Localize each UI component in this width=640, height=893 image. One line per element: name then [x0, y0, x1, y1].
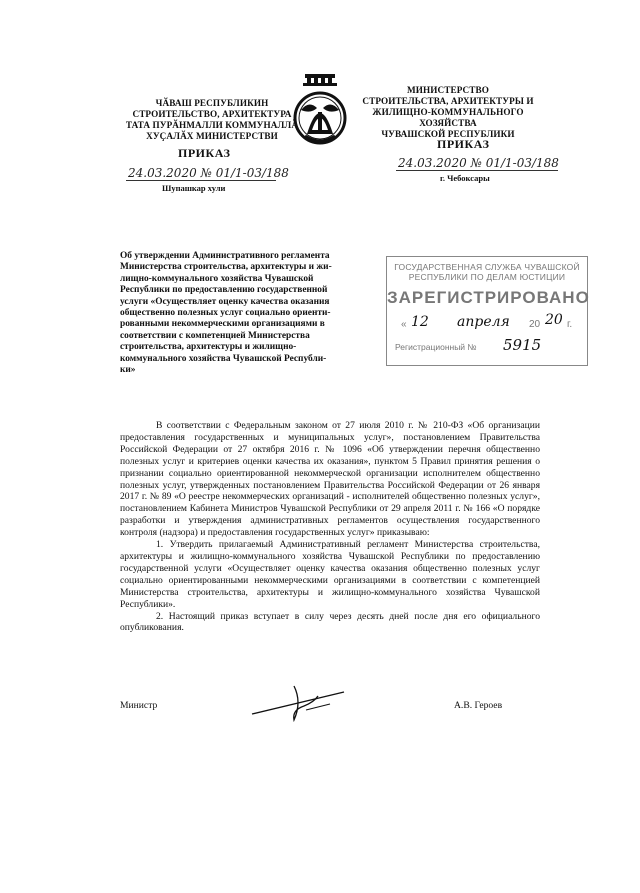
header-left-line: ЧӐВАШ РЕСПУБЛИКИН [155, 98, 269, 108]
stamp-date-prefix: « [401, 319, 407, 330]
header-right-line: МИНИСТЕРСТВО [407, 85, 489, 95]
date-number-right: 24.03.2020 № 01/1-03/188 [398, 156, 559, 170]
place-left: Шупашкар хули [162, 183, 226, 193]
document-title [120, 251, 372, 376]
body-paragraph: В соответствии с Федеральным законом от 27 июля 2010 г. № 210-ФЗ «Об организации предоставления государственных и муниципальных услуг», постановлением Правительства Российской Федерации от 27 октября 2016 г. № 1096 «Об утверждении перечня общественно полезных услуг и критериев оценки качества их оказания», пунктом 5 Правил принятия решения о признании социально ориентированной некоммерческой организации исполнителем общественно полезных услуг, утвержденных постановлением Правительства Российской Федерации от 26 января 2017 г. № 89 «О реестре некоммерческих организаций - исполнителей общественно полезных услуг», постановлением Кабинета Министров Чувашской Республики от 29 апреля 2011 г. № 166 «О порядке разработки и утверждения административных регламентов осуществления государственного контроля (надзора) и предоставления государственных услуг» приказываю: [120, 420, 540, 539]
stamp-reg-label: Регистрационный № [395, 342, 477, 352]
body-paragraph: 2. Настоящий приказ вступает в силу через десять дней после дня его официального опубликования. [120, 610, 540, 634]
date-underline-left [126, 180, 276, 181]
body-paragraph: 1. Утвердить прилагаемый Административный регламент Министерства строительства, архитектуры и жилищно-коммунального хозяйства Чувашской Республики по предоставлению государственной услуги «Осуществляет оценку качества оказания общественно полезных услуг социально ориентированными некоммерческими организациями в соответствии с компетенцией Министерства строительства, архитектуры и жилищно-коммунального хозяйства Чувашской Республики». [120, 539, 540, 610]
title-line: строительства, архитектуры и жилищно- [120, 342, 297, 353]
document-body [120, 420, 540, 634]
prikaz-left: ПРИКАЗ [178, 146, 231, 160]
header-right-line: СТРОИТЕЛЬСТВА, АРХИТЕКТУРЫ И [362, 96, 534, 106]
stamp-line: ГОСУДАРСТВЕННАЯ СЛУЖБА ЧУВАШСКОЙ [394, 262, 580, 272]
stamp-registered: ЗАРЕГИСТРИРОВАНО [387, 288, 590, 307]
title-line: Республики по предоставлению государственной [120, 285, 328, 296]
registration-stamp [386, 256, 588, 366]
coat-of-arms-emblem [291, 72, 349, 152]
crown-icon [303, 74, 337, 86]
stamp-day: 12 [411, 314, 429, 330]
stamp-line: РЕСПУБЛИКИ ПО ДЕЛАМ ЮСТИЦИИ [408, 272, 566, 282]
stamp-month: апреля [457, 314, 510, 330]
signatory-name: А.В. Героев [454, 700, 503, 711]
title-line: лищно-коммунального хозяйства Чувашской [120, 273, 314, 284]
header-right-line: ЧУВАШСКОЙ РЕСПУБЛИКИ [381, 129, 515, 139]
header-left-line: СТРОИТЕЛЬСТВО, АРХИТЕКТУРА [132, 109, 292, 119]
date-underline-right [396, 170, 558, 171]
header-left [122, 98, 302, 142]
date-number-left: 24.03.2020 № 01/1-03/188 [128, 166, 289, 180]
header-right [358, 85, 538, 140]
title-line: Об утверждении Административного регламента [120, 251, 330, 261]
stamp-reg-number: 5915 [503, 336, 542, 354]
header-right-line: ЖИЛИЩНО-КОММУНАЛЬНОГО ХОЗЯЙСТВА [372, 107, 524, 128]
prikaz-right: ПРИКАЗ [437, 137, 490, 151]
stamp-reg-row [395, 336, 579, 354]
signatory-position: Министр [120, 700, 158, 711]
header-left-line: ТАТА ПУРӐНМАЛЛИ КОММУНАЛЛӐ [125, 120, 299, 130]
header-left-line: ХУҪАЛӐХ МИНИСТЕРСТВИ [146, 131, 278, 141]
stamp-year-suffix: г. [567, 319, 573, 330]
title-line: услуги «Осуществляет оценку качества оказания [120, 296, 330, 307]
stamp-year-prefix: 20 [529, 319, 541, 330]
place-right: г. Чебоксары [440, 173, 490, 183]
title-line: Министерства строительства, архитектуры и жи- [120, 262, 332, 273]
handwritten-signature [248, 680, 348, 724]
stamp-year: 20 [545, 312, 563, 328]
title-line: коммунального хозяйства Чувашской Республи- [120, 353, 327, 364]
title-line: общественно полезных услуг социально ориенти- [120, 308, 331, 319]
title-line: ки» [120, 365, 136, 376]
title-line: соответствии с компетенцией Министерства [120, 330, 310, 341]
title-line: рованными некоммерческими организациями в [120, 319, 325, 330]
